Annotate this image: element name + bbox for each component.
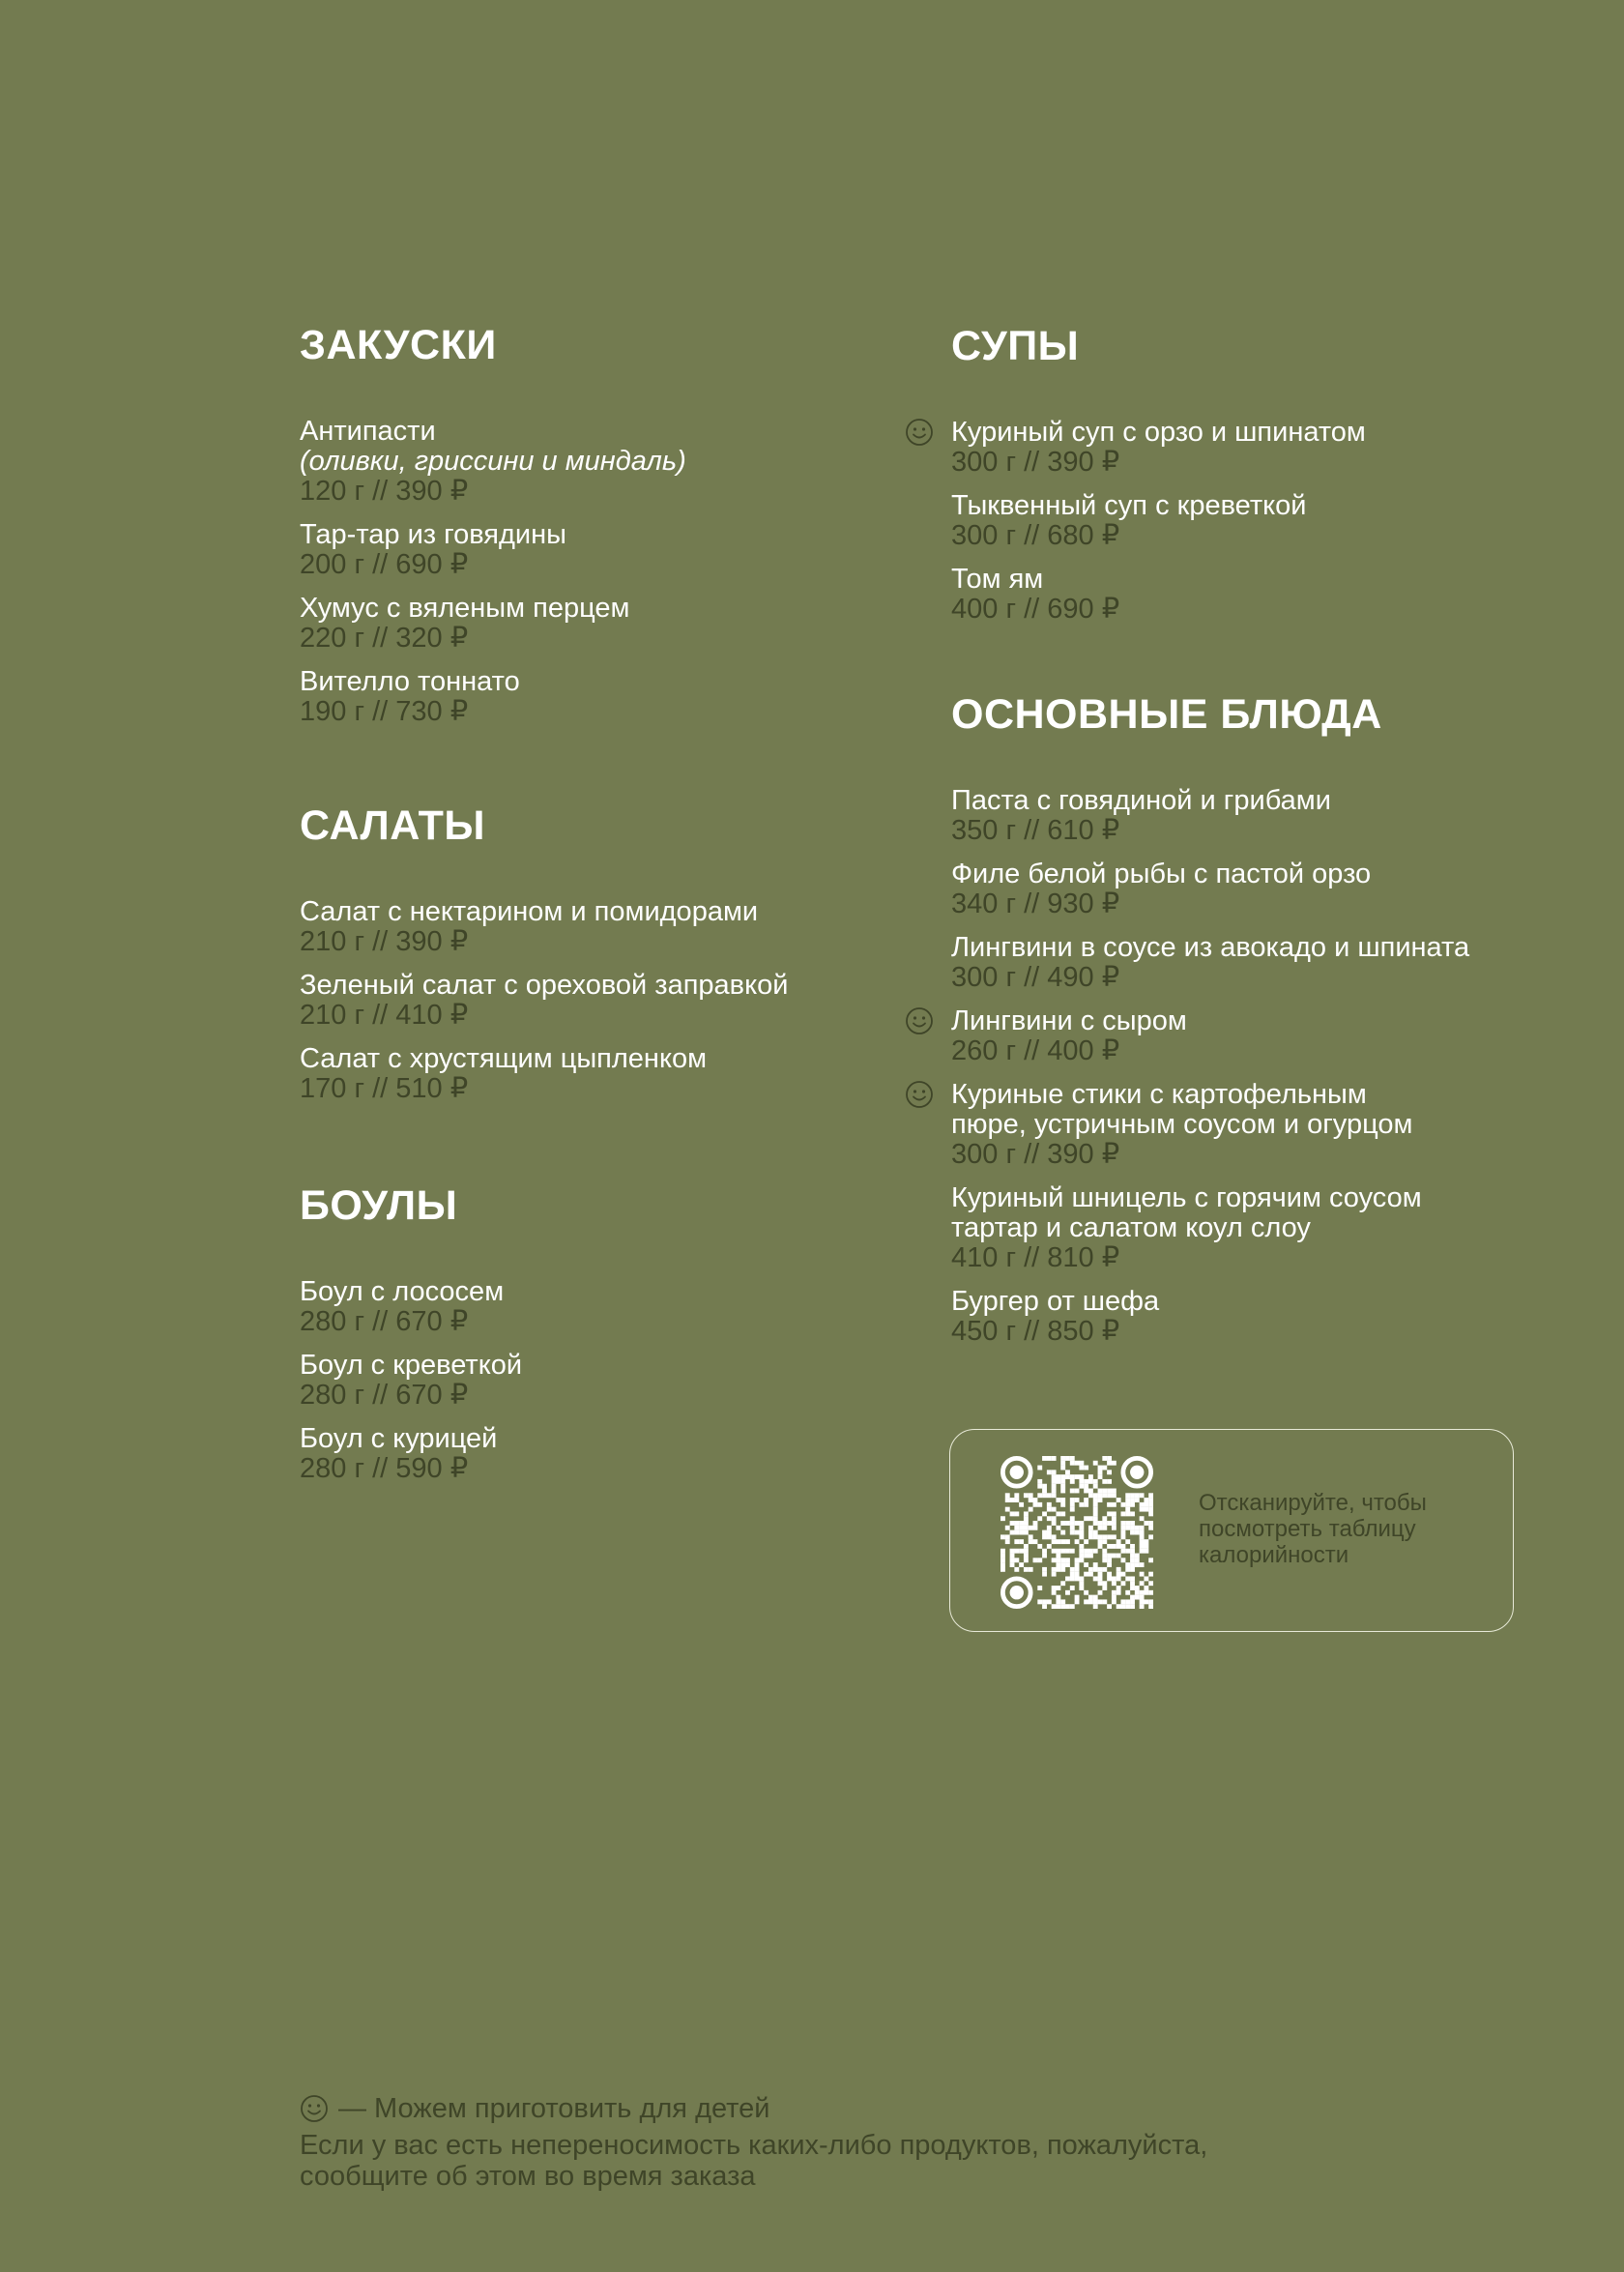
qr-caption-line: посмотреть таблицу bbox=[1199, 1516, 1416, 1542]
menu-item bbox=[951, 933, 1551, 993]
menu-item bbox=[300, 667, 880, 727]
item-price: 400 г // 690 ₽ bbox=[951, 594, 1120, 625]
menu-item bbox=[951, 1183, 1551, 1273]
item-name: Лингвини в соусе из авокадо и шпината bbox=[951, 932, 1470, 963]
menu-item bbox=[951, 859, 1551, 919]
menu-item bbox=[951, 1006, 1551, 1066]
qr-caption-line: калорийности bbox=[1199, 1542, 1349, 1568]
item-price: 340 г // 930 ₽ bbox=[951, 888, 1120, 919]
section-title: СУПЫ bbox=[951, 323, 1080, 369]
allergy-note: Если у вас есть непереносимость каких-либо продуктов, пожалуйста, сообщите об этом во время заказа bbox=[300, 2130, 1208, 2192]
section-bouly bbox=[300, 1182, 880, 1498]
section-zakuski bbox=[300, 322, 880, 741]
menu-item bbox=[300, 897, 880, 957]
item-price: 280 г // 590 ₽ bbox=[300, 1453, 469, 1484]
item-name: Тар-тар из говядины bbox=[300, 519, 566, 550]
menu-item bbox=[300, 417, 880, 507]
item-price: 170 г // 510 ₽ bbox=[300, 1073, 469, 1104]
menu-item bbox=[951, 418, 1551, 478]
item-name: Тыквенный суп с креветкой bbox=[951, 490, 1307, 521]
item-price: 200 г // 690 ₽ bbox=[300, 549, 469, 580]
item-price: 210 г // 410 ₽ bbox=[300, 1000, 469, 1031]
menu-item bbox=[300, 1351, 880, 1411]
item-name: Паста с говядиной и грибами bbox=[951, 785, 1331, 816]
item-price: 410 г // 810 ₽ bbox=[951, 1242, 1120, 1273]
item-price: 300 г // 390 ₽ bbox=[951, 1139, 1120, 1170]
section-osnovnye bbox=[951, 691, 1551, 1360]
item-name: Куриные стики с картофельным bbox=[951, 1079, 1367, 1110]
smile-icon bbox=[905, 418, 934, 447]
smile-icon bbox=[905, 1080, 934, 1109]
item-price: 190 г // 730 ₽ bbox=[300, 696, 469, 727]
item-name: Боул с лососем bbox=[300, 1276, 505, 1307]
item-name: Вителло тоннато bbox=[300, 666, 520, 697]
item-name-line2: тартар и салатом коул слоу bbox=[951, 1212, 1311, 1243]
item-price: 300 г // 390 ₽ bbox=[951, 447, 1120, 478]
smile-icon bbox=[905, 1006, 934, 1035]
menu-item bbox=[300, 1424, 880, 1484]
menu-item bbox=[300, 1277, 880, 1337]
menu-item bbox=[300, 520, 880, 580]
item-price: 280 г // 670 ₽ bbox=[300, 1306, 469, 1337]
item-price: 210 г // 390 ₽ bbox=[300, 926, 469, 957]
legend-text: — Можем приготовить для детей bbox=[338, 2093, 770, 2124]
item-name: Салат с нектарином и помидорами bbox=[300, 896, 759, 927]
item-price: 120 г // 390 ₽ bbox=[300, 476, 469, 507]
smile-icon bbox=[300, 2094, 329, 2123]
item-price: 280 г // 670 ₽ bbox=[300, 1380, 469, 1411]
item-name: Зеленый салат с ореховой заправкой bbox=[300, 970, 789, 1001]
kids-legend bbox=[300, 2093, 1363, 2124]
item-name: Куриный суп с орзо и шпинатом bbox=[951, 417, 1366, 448]
qr-code[interactable] bbox=[1000, 1456, 1153, 1609]
qr-card bbox=[949, 1429, 1514, 1632]
item-price: 260 г // 400 ₽ bbox=[951, 1035, 1120, 1066]
item-name: Том ям bbox=[951, 564, 1044, 595]
item-name: Бургер от шефа bbox=[951, 1286, 1160, 1317]
menu-item bbox=[951, 565, 1551, 625]
item-price: 300 г // 680 ₽ bbox=[951, 520, 1120, 551]
section-title: ЗАКУСКИ bbox=[300, 322, 497, 368]
item-name-line2: пюре, устричным соусом и огурцом bbox=[951, 1109, 1413, 1140]
item-description: (оливки, гриссини и миндаль) bbox=[300, 446, 686, 477]
menu-item bbox=[300, 1044, 880, 1104]
item-name: Боул с креветкой bbox=[300, 1350, 523, 1381]
section-supy bbox=[951, 323, 1551, 638]
item-price: 220 г // 320 ₽ bbox=[300, 623, 469, 654]
item-name: Лингвини с сыром bbox=[951, 1005, 1187, 1036]
item-name: Филе белой рыбы с пастой орзо bbox=[951, 859, 1372, 889]
section-salaty bbox=[300, 802, 880, 1118]
section-title: ОСНОВНЫЕ БЛЮДА bbox=[951, 691, 1382, 738]
menu-item bbox=[951, 1287, 1551, 1347]
item-name: Хумус с вяленым перцем bbox=[300, 593, 630, 624]
qr-caption bbox=[1199, 1490, 1489, 1568]
menu-item bbox=[951, 491, 1551, 551]
footer bbox=[300, 2093, 1363, 2192]
menu-item bbox=[951, 786, 1551, 846]
item-price: 450 г // 850 ₽ bbox=[951, 1316, 1120, 1347]
menu-item bbox=[300, 971, 880, 1031]
item-name: Куриный шницель с горячим соусом bbox=[951, 1182, 1422, 1213]
section-title: БОУЛЫ bbox=[300, 1182, 458, 1229]
item-price: 300 г // 490 ₽ bbox=[951, 962, 1120, 993]
item-name: Салат с хрустящим цыпленком bbox=[300, 1043, 708, 1074]
item-name: Боул с курицей bbox=[300, 1423, 498, 1454]
section-title: САЛАТЫ bbox=[300, 802, 486, 849]
menu-item bbox=[951, 1080, 1551, 1170]
item-price: 350 г // 610 ₽ bbox=[951, 815, 1120, 846]
item-name: Антипасти bbox=[300, 416, 436, 447]
qr-caption-line: Отсканируйте, чтобы bbox=[1199, 1490, 1427, 1516]
menu-item bbox=[300, 594, 880, 654]
